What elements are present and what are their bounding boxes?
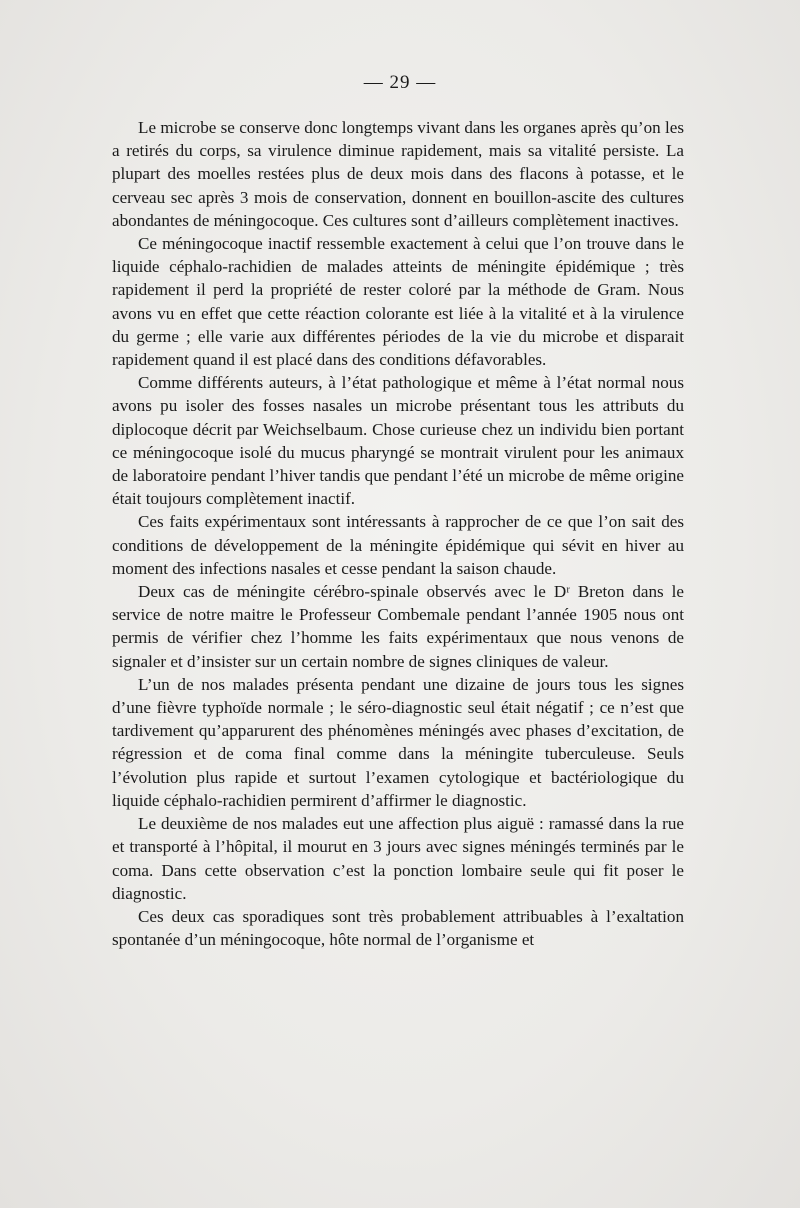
page-number: — 29 — [363,72,437,93]
body-text [112,116,684,951]
paragraph: Comme différents auteurs, à l’état pathologique et même à l’état normal nous avons pu isoler des fosses nasales un microbe présentant tous les attributs du diplocoque décrit par Weichselbaum. Chose curieuse chez un individu bien portant ce méningocoque isolé du mucus pharyngé se montrait virulent pour les animaux de laboratoire pendant l’hiver tandis que pendant l’été un microbe de même origine était toujours complètement inactif. [112,373,684,509]
paragraph: Le deuxième de nos malades eut une affection plus aiguë : ramassé dans la rue et transporté à l’hôpital, il mourut en 3 jours avec signes méningés terminés par le coma. Dans cette observation c’est la ponction lombaire seule qui fit poser le diagnostic. [112,814,684,903]
paragraph: Le microbe se conserve donc longtemps vivant dans les organes après qu’on les a retirés du corps, sa virulence diminue rapidement, mais sa vitalité persiste. La plupart des moelles restées plus de deux mois dans des flacons à potasse, et le cerveau sec après 3 mois de conservation, donnent en bouillon-ascite des cultures abondantes de méningocoque. Ces cultures sont d’ailleurs complètement inactives. [112,118,684,230]
paragraph: Ces faits expérimentaux sont intéressants à rapprocher de ce que l’on sait des conditions de développement de la méningite épidémique qui sévit en hiver au moment des infections nasales et cesse pendant la saison chaude. [112,512,684,578]
paragraph: L’un de nos malades présenta pendant une dizaine de jours tous les signes d’une fièvre typhoïde normale ; le séro-diagnostic seul était négatif ; ce n’est que tardivement qu’apparurent des phénomènes méningés avec phases d’excitation, de régression et de coma final comme dans la méningite tuberculeuse. Seuls l’évolution plus rapide et surtout l’examen cytologique et bactériologique du liquide céphalo-rachidien permirent d’affirmer le diagnostic. [112,674,684,810]
paragraph: Ce méningocoque inactif ressemble exactement à celui que l’on trouve dans le liquide céphalo-rachidien de malades atteints de méningite épidémique ; très rapidement il perd la propriété de rester coloré par la méthode de Gram. Nous avons vu en effet que cette réaction colorante est liée à la vitalité et à la virulence du germe ; elle varie aux différentes périodes de la vie du microbe et disparait rapidement quand il est placé dans des conditions défavorables. [112,234,684,370]
paragraph: Ces deux cas sporadiques sont très probablement attribuables à l’exaltation spontanée d’un méningocoque, hôte normal de l’organisme et [112,906,684,950]
paragraph: Deux cas de méningite cérébro-spinale observés avec le Dʳ Breton dans le service de notre maitre le Professeur Combemale pendant l’année 1905 nous ont permis de vérifier chez l’homme les faits expérimentaux que nous venons de signaler et d’insister sur un certain nombre de signes cliniques de valeur. [112,582,684,671]
